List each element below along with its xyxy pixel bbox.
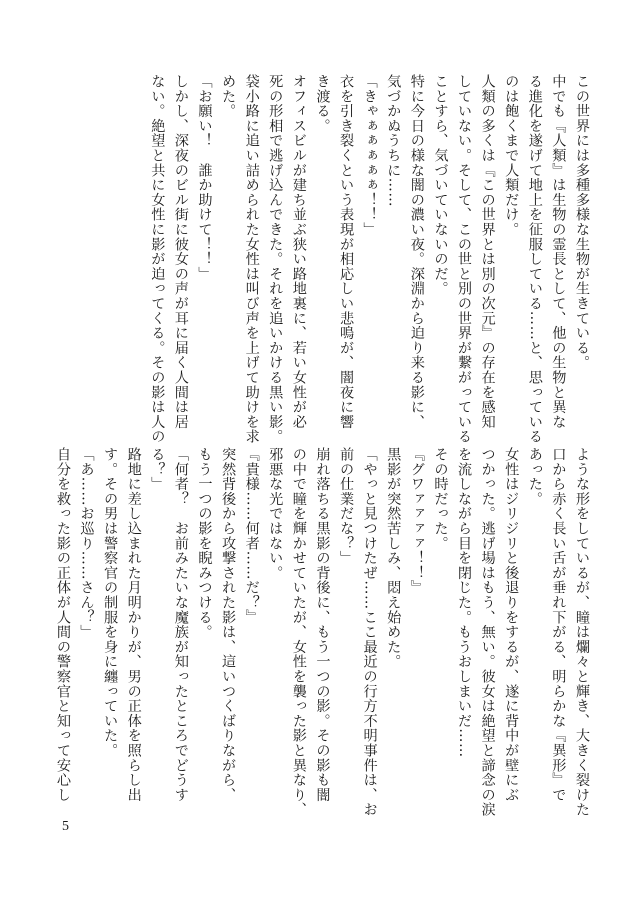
text-line: 崩れ落ちる黒影の背後に、もう一つの影。その影も闇 bbox=[314, 447, 331, 803]
text-line: る？」 bbox=[149, 447, 166, 492]
text-line: す。その男は警察官の制服を身に纏っていた。 bbox=[102, 447, 119, 758]
text-line: 死の形相で逃げ込んできた。それを追いかける黒い影。 bbox=[267, 74, 284, 444]
text-line: 「あ……お巡り……さん？」 bbox=[78, 447, 95, 640]
text-line: 女性はジリジリと後退りをするが、遂に背中が壁にぶ bbox=[503, 447, 520, 803]
text-line: めた。 bbox=[220, 74, 237, 119]
upper-text-block bbox=[145, 74, 593, 444]
text-line: 「何者？ お前みたいな魔族が知ったところでどうす bbox=[172, 447, 189, 803]
lower-text-block bbox=[50, 447, 593, 817]
text-line: 突然背後から攻撃された影は、這いつくばりながら、 bbox=[220, 447, 237, 803]
text-line: あった。 bbox=[526, 447, 543, 507]
text-line: 人類の多くは『この世界とは別の次元』の存在を感知 bbox=[479, 74, 496, 430]
text-line: の中で瞳を輝かせていたが、女性を襲った影と異なり、 bbox=[290, 447, 307, 817]
text-line: 『貴様……何者……だ？』 bbox=[243, 447, 260, 625]
text-line: る進化を遂げて地上を征服している……と、思っている bbox=[526, 74, 543, 444]
text-line: 「きゃぁぁぁぁぁ！！」 bbox=[361, 74, 378, 237]
text-line: のは飽くまで人類だけ。 bbox=[503, 74, 520, 237]
text-line: 「やっと見つけたぜ……ここ最近の行方不明事件は、お bbox=[361, 447, 378, 817]
text-line: 『グワァァァァ！！』 bbox=[408, 447, 425, 595]
text-line: 口から赤く長い舌が垂れ下がる、明らかな『異形』で bbox=[550, 447, 567, 803]
text-line: ことすら、気づいていないのだ。 bbox=[432, 74, 449, 296]
text-line: もう一つの影を睨みつける。 bbox=[196, 447, 213, 640]
text-line: 路地に差し込まれた月明かりが、男の正体を照らし出 bbox=[125, 447, 142, 803]
text-line: 衣を引き裂くという表現が相応しい悲鳴が、闇夜に響 bbox=[338, 74, 355, 430]
text-line: 袋小路に追い詰められた女性は叫び声を上げて助けを求 bbox=[243, 74, 260, 444]
text-line: その時だった。 bbox=[432, 447, 449, 551]
text-line: 黒影が突然苦しみ、悶え始めた。 bbox=[385, 447, 402, 669]
text-line: つかった。逃げ場はもう、無い。彼女は絶望と諦念の涙 bbox=[479, 447, 496, 817]
text-line: ない。絶望と共に女性に影が迫ってくる。その影は人の bbox=[149, 74, 166, 444]
text-line: 中でも『人類』は生物の霊長として、他の生物と異な bbox=[550, 74, 567, 430]
text-line: き渡る。 bbox=[314, 74, 331, 134]
text-line: この世界には多種多様な生物が生きている。 bbox=[574, 74, 590, 370]
text-line: 前の仕業だな？」 bbox=[338, 447, 355, 566]
text-line: 邪悪な光ではない。 bbox=[267, 447, 284, 581]
text-line: しかし、深夜のビル街に彼女の声が耳に届く人間は居 bbox=[172, 74, 189, 430]
text-line: オフィスビルが建ち並ぶ狭い路地裏に、若い女性が必 bbox=[290, 74, 307, 430]
text-line: していない。そして、この世と別の世界が繋がっている bbox=[456, 74, 473, 444]
text-line: 自分を救った影の正体が人間の警察官と知って安心し bbox=[54, 447, 71, 803]
text-line: 「お願い！ 誰か助けて！！」 bbox=[196, 74, 213, 282]
text-line: 気づかぬうちに…… bbox=[385, 74, 402, 208]
text-line: を流しながら目を閉じた。もうおしまいだ…… bbox=[456, 447, 473, 758]
text-line: 特に今日の様な闇の濃い夜。深淵から迫り来る影に、 bbox=[408, 74, 425, 430]
text-line: ような形をしているが、瞳は爛々と輝き、大きく裂けた bbox=[574, 447, 590, 817]
page-number: 5 bbox=[62, 819, 69, 834]
